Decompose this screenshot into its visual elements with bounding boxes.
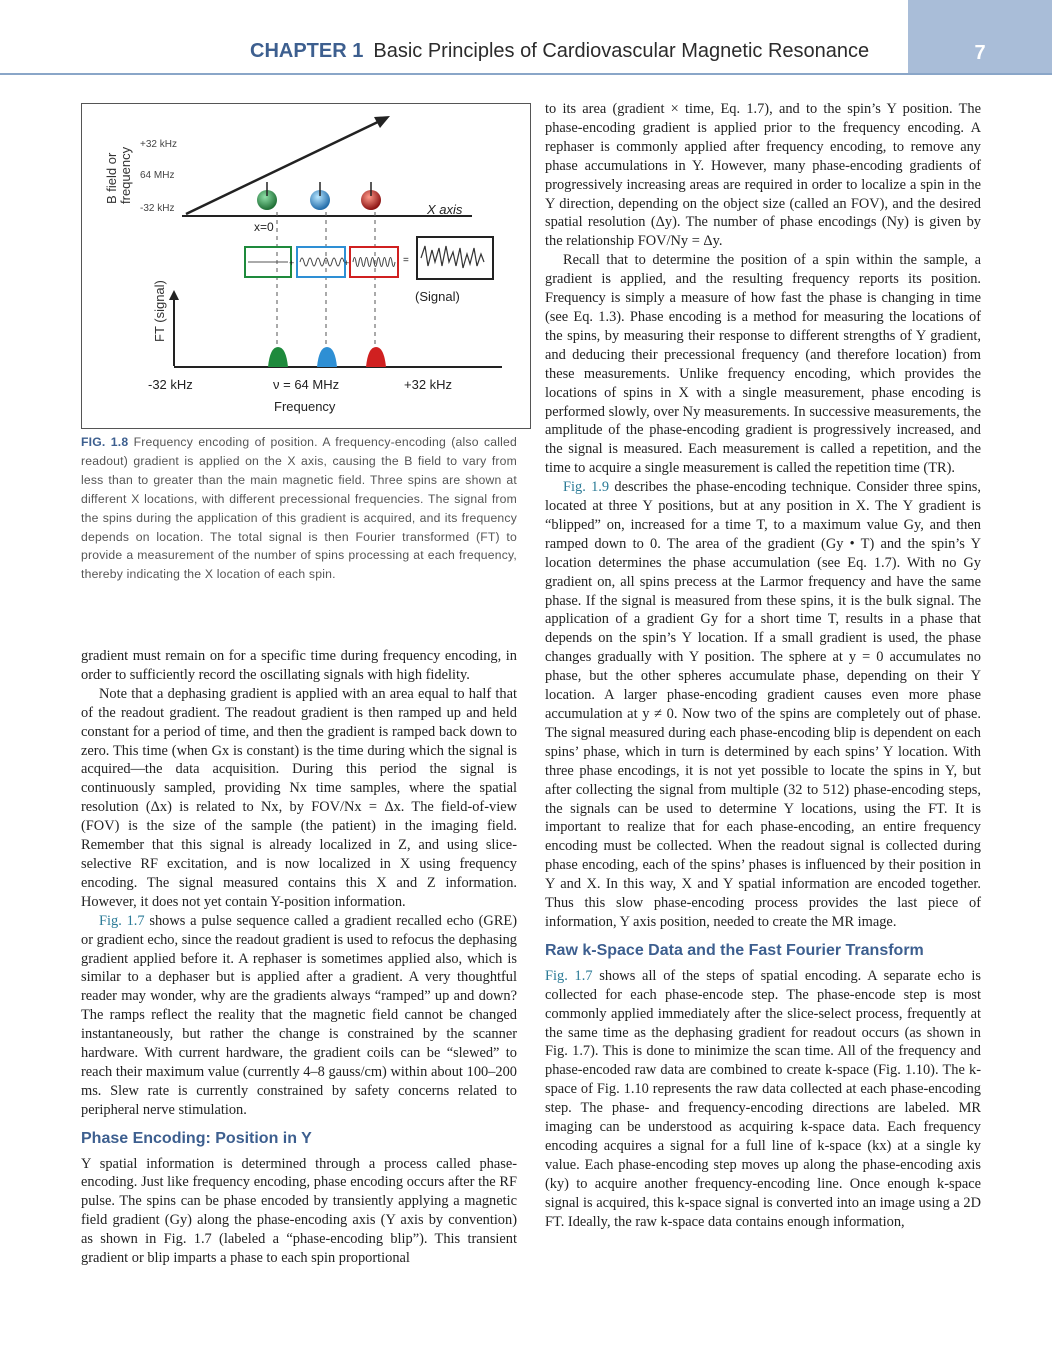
right-column: [545, 100, 981, 1231]
tick-64mhz: 64 MHz: [140, 170, 175, 181]
section-heading-phase-encoding: Phase Encoding: Position in Y: [81, 1129, 312, 1147]
freq-plus-label: +32 kHz: [404, 377, 453, 392]
signal-wave-blue: [300, 258, 344, 266]
ft-axis-label: FT (signal): [152, 280, 167, 342]
ft-peak-green: [268, 347, 288, 367]
freq-center-label: ν = 64 MHz: [273, 377, 340, 392]
tick-minus-32khz: -32 kHz: [140, 203, 175, 214]
left-paragraph-3-text: shows a pulse sequence called a gradient recalled echo (GRE) or gradient echo, since the readout gradient is used to refocus the dephasing gradient applied before it. A rephaser is sometimes applied also, which is similar to a dephaser but is applied after a gradient. A very thoughtful reader may wonder, why are the gradients always “ramped” up and down? The ramps reflect the reality that the magnetic field cannot be changed instantaneously, but rather the change is constrained by the scanner hardware. With current hardware, the gradient coils can be “slewed” to reach their maximum value (currently 4–8 gauss/cm) within about 100–200 ms. Slew rate is currently constrained by safety concerns related to peripheral nerve stimulation.: [81, 912, 517, 1118]
left-paragraph-2: Note that a dephasing gradient is applied with an area equal to half that of the readout gradient. The readout gradient is then ramped up and held constant for a period of time, and then the gradient is ramped back down to zero. This time (when Gx is constant) is the time during which the signal is acquired—the data acquisition. During this period the signal is continuously sampled, providing Nx time samples, where the spatial resolution (Δx) is related to Nx, by FOV/Nx = Δx. The field-of-view (FOV) is the size of the sample (the patient) in the imaging field. Remember that this signal is already localized in Z, and using slice-selective RF excitation, and is now localized in X using frequency encoding. The signal measured contains this X and Z information. However, it does not yet contain Y-position information.: [81, 685, 517, 910]
plus-sign-1: +: [289, 258, 295, 268]
chapter-title: Basic Principles of Cardiovascular Magnetic Resonance: [373, 40, 870, 62]
figure-1-8: [81, 103, 531, 429]
left-paragraph-3: [81, 912, 517, 1120]
signal-wave-red: [353, 258, 395, 267]
right-paragraph-3: [545, 478, 981, 932]
section-heading-k-space: Raw k-Space Data and the Fast Fourier Transform: [545, 941, 924, 959]
ft-y-axis-arrow: [169, 290, 179, 300]
page-number: 7: [974, 42, 986, 64]
caption-text: Frequency encoding of position. A frequency-encoding (also called readout) gradient is applied on the X axis, causing the B field to vary from less than to greater than the main magnetic field. Three spins are shown at different X locations, with different precessional frequencies. The signal from the spins during the application of this gradient is acquired, and its frequency depends on location. The total signal is then Fourier transformed (FT) to provide a measurement of the number of spins processing at each frequency, thereby indicating the X location of each spin.: [81, 435, 518, 582]
ft-peak-red: [366, 347, 386, 367]
y-axis-label-line2: frequency: [118, 146, 133, 204]
running-header: [250, 40, 890, 70]
plus-sign-2: +: [344, 258, 350, 268]
page-number-box: [908, 0, 1052, 73]
signal-label: (Signal): [415, 289, 460, 304]
equals-sign: =: [403, 255, 409, 266]
right-paragraph-3-text: describes the phase-encoding technique. Consider three spins, located at three Y positions, but at any position in X. The Y gradient is “blipped” on, increased for a time T, to a maximum value Gy, and then ramped down to 0. The area of the gradient (Gy • T) and the spin’s Y location determines the phase accumulation (see Eq. 1.7). With no Gy gradient on, all spins precess at the Larmor frequency and have the same phase. If the signal is measured from these spins, it is the bulk signal. The application of a gradient Gy for a short time T, results in a phase that depends on the spin’s Y location. If a small gradient is used, the phase changes gradually with Y position. The sphere at y = 0 accumulates no phase, but the other spheres accumulate phase, depending on their Y location. A larger phase-encoding gradient causes even more phase accumulation at y ≠ 0. Now two of the spins are completely out of phase. The signal measured during each phase-encoding blip is dependent on each spins’ phase, which in turn is determined by each spins’ Y location. With three phase encodings, it is not yet possible to locate the spins in Y, but after collecting the signal from multiple (32 to 512) phase-encoding steps, the signals can be used to determine Y locations, using the FT. It is important to realize that for each phase-encoding, an entire frequency encoding must be collected. When the readout signal is collected during phase encoding, each of the spins’ phases is influenced by their position in Y and X. In this way, X and Y spatial information are encoded together. Thus this slow phase-encoding process provides the last piece of information, Y axis position, needed to create the MR image.: [545, 479, 981, 930]
freq-minus-label: -32 kHz: [148, 377, 193, 392]
figure-caption: [81, 433, 517, 584]
chapter-label: CHAPTER 1: [250, 40, 364, 62]
ft-peak-blue: [317, 347, 337, 367]
frequency-encoding-diagram: [82, 104, 530, 428]
figure-link[interactable]: Fig. 1.7: [545, 967, 593, 984]
signal-box-total: [417, 237, 493, 279]
right-paragraph-1: to its area (gradient × time, Eq. 1.7), and to the spin’s Y position. The phase-encoding gradient is applied prior to the frequency encoding. A rephaser is commonly applied after frequency encoding, to remove any phase accumulations in Y. However, many phase-encoding gradients of progressively increasing areas are required in order to localize a spin in the Y direction, depending on the object size (called an FOV), and the desired spatial resolution (Δy). The number of phase encodings (Ny) is given by the relationship FOV/Ny = Δy.: [545, 101, 981, 250]
left-paragraph-1: gradient must remain on for a specific time during frequency encoding, in order to sufficiently record the oscillating signals with high fidelity.: [81, 648, 517, 683]
tick-plus-32khz: +32 kHz: [140, 139, 177, 150]
left-paragraph-4: Y spatial information is determined through a process called phase-encoding. Just like frequency encoding, phase encoding occurs after the RF pulse. The spins can be phase encoded by transiently applying a magnetic field gradient (Gy) along the phase-encoding axis (Y axis by convention) as shown in Fig. 1.7 (labeled a “phase-encoding blip”). This transient gradient or blip imparts a phase to each spin proportional: [81, 1155, 517, 1267]
right-paragraph-4-text: shows all of the steps of spatial encoding. A separate echo is collected for each phase-encode step. The phase-encode step is most commonly applied immediately after the slice-select process, frequently at the same time as the dephasing gradient for readout occurs (as shown in Fig. 1.7). This is done to minimize the scan time. All of the frequency and phase-encoded raw data are combined to create k-space (Fig. 1.10). The k-space of Fig. 1.10 represents the raw data collected at each phase-encoding step. The phase- and frequency-encoding directions are labeled. MR imaging can be understood as acquiring k-space data. Each frequency encoding acquires a signal for a full line of k-space (kx) at a single ky value. Each phase-encoding step moves up along the phase-encoding axis (ky) to acquire another frequency-encoding line. Once enough k-space signal is acquired, this k-space signal is converted into an image using a 2D FT. Ideally, the raw k-space data contains enough information,: [545, 967, 981, 1230]
caption-label: FIG. 1.8: [81, 435, 129, 449]
figure-link[interactable]: Fig. 1.9: [563, 479, 610, 496]
b-field-gradient-line: [186, 120, 382, 214]
x-zero-label: x=0: [254, 220, 274, 234]
right-paragraph-4: [545, 967, 981, 1232]
header-rule: [0, 73, 1052, 75]
left-column: [81, 647, 517, 1268]
x-axis-label: X axis: [427, 202, 463, 217]
frequency-axis-label: Frequency: [274, 399, 336, 414]
figure-link[interactable]: Fig. 1.7: [99, 912, 145, 929]
signal-wave-total: [421, 246, 484, 268]
right-paragraph-2: Recall that to determine the position of a spin within the sample, a gradient is applied, and the resulting frequency reports its position. Frequency is simply a measure of how fast the phase is changing in time (see Eq. 1.3). Phase encoding is a method for measuring the locations of the spins, by measuring their response to different strengths of Y gradient, and deducing their precessional frequency (and therefore location) from these measurements. Unlike frequency encoding, which provides the locations of spins in X with a single measurement, phase encoding is performed slowly, over Ny measurements. In successive measurements, the amplitude of the phase-encoding gradient is progressively increased, and the signal is measured. Each measurement is called a repetition, and the time to acquire a single measurement is called the repetition time (TR).: [545, 252, 981, 477]
y-axis-label-line1: B field or: [104, 152, 119, 204]
